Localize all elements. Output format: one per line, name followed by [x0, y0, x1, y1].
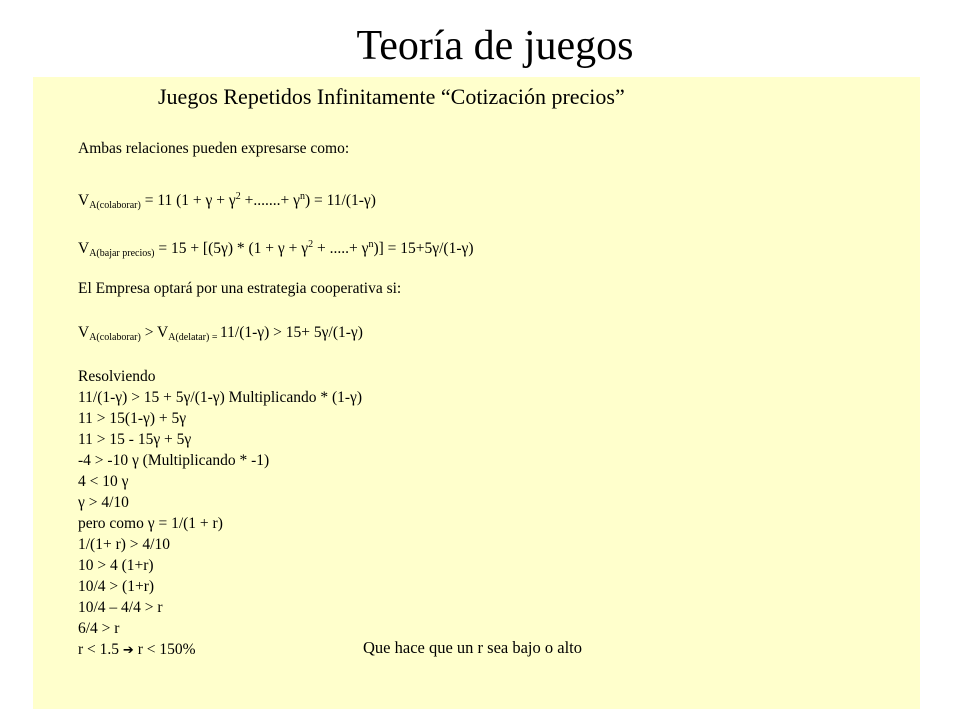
eq1-sub: A(colaborar): [89, 200, 141, 211]
step-line: γ > 4/10: [78, 494, 129, 511]
eq1-v: V: [78, 192, 90, 209]
eq3-sub1: A(colaborar): [89, 332, 141, 343]
eq2-v: V: [78, 240, 90, 257]
condition-text: El Empresa optará por una estrategia cooperativa si:: [78, 280, 402, 297]
step-line: pero como γ = 1/(1 + r): [78, 515, 223, 532]
step-line: 11/(1-γ) > 15 + 5γ/(1-γ) Multiplicando * (1-γ): [78, 389, 363, 406]
equation-inequality: [78, 323, 363, 348]
step-line: 1/(1+ r) > 4/10: [78, 536, 170, 553]
equation-colaborar: [78, 187, 376, 216]
final-right: r < 150%: [133, 641, 196, 658]
eq3-rest: 11/(1-γ) > 15+ 5γ/(1-γ): [219, 324, 363, 341]
content-panel: [33, 77, 920, 709]
step-line: 4 < 10 γ: [78, 473, 129, 490]
eq2-sub: A(bajar precios): [89, 248, 155, 259]
intro-text: Ambas relaciones pueden expresarse como:: [78, 140, 350, 157]
eq2-part3: )] = 15+5γ/(1-γ): [373, 240, 474, 257]
eq3-gt: > V: [140, 324, 169, 341]
eq3-sub2: A(delatar): [168, 332, 210, 343]
eq2-sup1: 2: [308, 239, 314, 250]
slide-title: Teoría de juegos: [356, 23, 634, 69]
eq3-eq: =: [209, 332, 220, 343]
final-result: [78, 640, 196, 661]
step-line: 11 > 15 - 15γ + 5γ: [78, 431, 192, 448]
equation-bajar-precios: [78, 235, 474, 264]
step-line: 10/4 > (1+r): [78, 578, 155, 595]
eq1-part2: +.......+ γ: [240, 192, 300, 209]
eq1-sup2: n: [299, 191, 305, 202]
eq2-part1: = 15 + [(5γ) * (1 + γ + γ: [154, 240, 309, 257]
eq2-sup2: n: [368, 239, 374, 250]
step-line: Resolviendo: [78, 368, 156, 385]
final-left: r < 1.5: [78, 641, 123, 658]
step-line: 10 > 4 (1+r): [78, 557, 154, 574]
step-line: 11 > 15(1-γ) + 5γ: [78, 410, 187, 427]
eq1-part3: ) = 11/(1-γ): [304, 192, 376, 209]
slide-subtitle: Juegos Repetidos Infinitamente “Cotización precios”: [158, 84, 625, 109]
right-arrow-icon: ➔: [122, 643, 134, 658]
eq3-v1: V: [78, 324, 90, 341]
side-note: Que hace que un r sea bajo o alto: [363, 638, 582, 657]
eq2-part2: + .....+ γ: [313, 240, 369, 257]
eq1-part1: = 11 (1 + γ + γ: [140, 192, 236, 209]
step-line: 10/4 – 4/4 > r: [78, 599, 163, 616]
step-line: 6/4 > r: [78, 620, 120, 637]
eq1-sup1: 2: [235, 191, 241, 202]
step-line: -4 > -10 γ (Multiplicando * -1): [78, 452, 270, 469]
